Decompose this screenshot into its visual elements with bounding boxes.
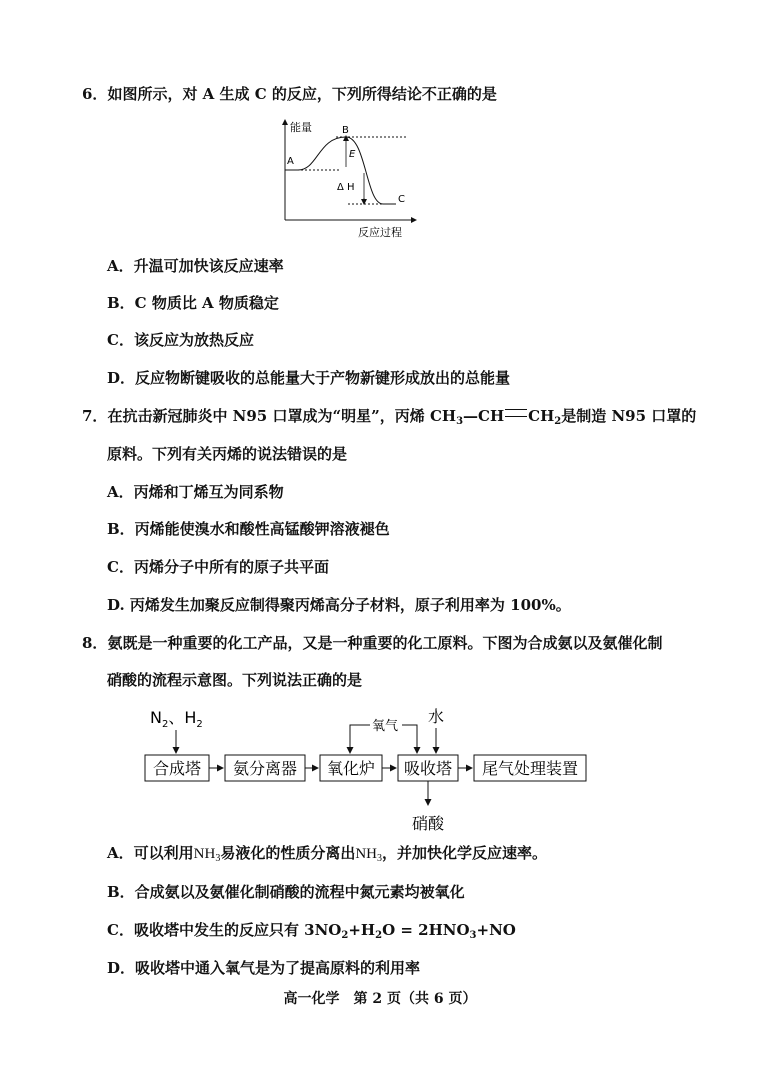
question-text: —CH bbox=[463, 407, 505, 425]
subscript: 2 bbox=[554, 416, 562, 427]
output-nitric-acid: 硝酸 bbox=[411, 814, 445, 833]
question-number: 7． bbox=[82, 407, 108, 425]
input-n2-h2: $N_2$、$H_2$ bbox=[150, 708, 203, 730]
q7-option-d: D. 丙烯发生加聚反应制得聚丙烯高分子材料，原子利用率为 100%。 bbox=[107, 596, 571, 614]
box-tail-gas-treatment-label: 尾气处理装置 bbox=[481, 759, 579, 778]
energy-e-label: E bbox=[349, 149, 356, 160]
delta-h-label: Δ H bbox=[337, 182, 355, 193]
question-number: 6． bbox=[82, 85, 108, 103]
point-c-label: C bbox=[398, 194, 405, 205]
q6-option-a: A．升温可加快该反应速率 bbox=[107, 257, 284, 275]
q6-option-b: B．C 物质比 A 物质稳定 bbox=[107, 294, 279, 312]
q8-option-b: B．合成氨以及氨催化制硝酸的流程中氮元素均被氧化 bbox=[107, 883, 465, 901]
energy-diagram bbox=[278, 118, 428, 240]
point-b-label: B bbox=[342, 125, 349, 136]
question-7-stem bbox=[82, 406, 696, 426]
question-8-stem-line2: 硝酸的流程示意图。下列说法正确的是 bbox=[107, 671, 363, 689]
question-text: 如图所示，对 A 生成 C 的反应，下列所得结论不正确的是 bbox=[107, 85, 497, 103]
question-7-stem-line2: 原料。下列有关丙烯的说法错误的是 bbox=[107, 445, 348, 463]
x-axis-label: 反应过程 bbox=[358, 226, 402, 239]
q6-option-d: D．反应物断键吸收的总能量大于产物新键形成放出的总能量 bbox=[107, 369, 511, 387]
question-text: 氨既是一种重要的化工产品，又是一种重要的化工原料。下图为合成氨以及氨催化制 bbox=[107, 634, 663, 652]
page-footer: 高一化学 第 2 页（共 6 页） bbox=[283, 991, 477, 1007]
q6-option-c: C．该反应为放热反应 bbox=[107, 331, 254, 349]
q7-option-a: A．丙烯和丁烯互为同系物 bbox=[107, 483, 284, 501]
box-synthesis-tower-label: 合成塔 bbox=[152, 759, 202, 778]
double-bond-symbol bbox=[505, 409, 527, 417]
oxygen-branch-right bbox=[402, 725, 417, 753]
q8-option-c: C．吸收塔中发生的反应只有 $3NO_2+H_2O = 2HNO_3+NO$ bbox=[107, 921, 516, 941]
oxygen-branch-left bbox=[350, 725, 370, 753]
point-a-label: A bbox=[287, 156, 294, 167]
flow-diagram bbox=[140, 700, 600, 835]
q7-option-b: B．丙烯能使溴水和酸性高锰酸钾溶液褪色 bbox=[107, 520, 390, 538]
box-absorption-tower-label: 吸收塔 bbox=[403, 759, 453, 778]
water-label: 水 bbox=[427, 707, 445, 726]
question-text: 是制造 N95 口罩的 bbox=[561, 407, 697, 425]
q7-option-c: C．丙烯分子中所有的原子共平面 bbox=[107, 558, 329, 576]
q8-option-d: D．吸收塔中通入氧气是为了提高原料的利用率 bbox=[107, 959, 421, 977]
question-text: 在抗击新冠肺炎中 N95 口罩成为“明星”，丙烯 CH bbox=[107, 407, 457, 425]
question-6-stem bbox=[82, 84, 497, 104]
q8-option-a: A．可以利用$NH_3$易液化的性质分离出$NH_3$，并加快化学反应速率。 bbox=[107, 844, 548, 864]
question-text: CH bbox=[528, 407, 555, 425]
y-axis-label: 能量 bbox=[290, 121, 312, 134]
question-8-stem bbox=[82, 633, 662, 653]
subscript: 3 bbox=[456, 416, 464, 427]
box-oxidation-furnace-label: 氧化炉 bbox=[326, 759, 376, 778]
oxygen-label: 氧气 bbox=[371, 719, 399, 734]
box-ammonia-separator-label: 氨分离器 bbox=[232, 759, 298, 778]
question-number: 8． bbox=[82, 634, 108, 652]
